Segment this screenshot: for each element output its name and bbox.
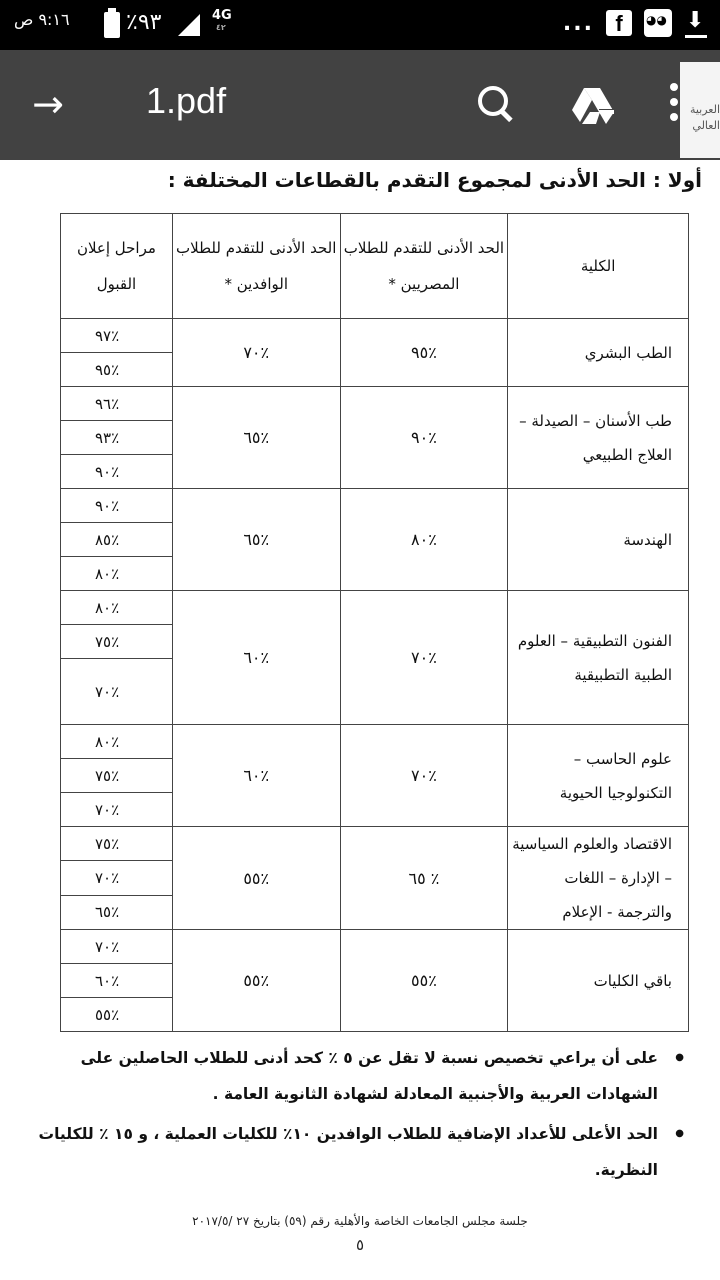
battery-icon — [104, 12, 120, 38]
faculty-cell: الطب البشري — [508, 319, 689, 387]
foreign-min-cell: ٪٦٠ — [172, 591, 340, 725]
foreign-min-cell: ٪٦٥ — [172, 489, 340, 591]
stage-cell: ٪٧٥ — [61, 759, 173, 793]
add-to-drive-icon[interactable] — [570, 84, 616, 126]
file-title: 1.pdf — [146, 80, 227, 121]
signal-icon — [178, 14, 200, 36]
stage-cell: ٪٧٠ — [61, 861, 173, 895]
back-arrow-icon[interactable]: → — [32, 82, 64, 126]
faculty-cell: طب الأسنان – الصيدلة – العلاج الطبيعي — [508, 387, 689, 489]
table-row — [61, 725, 689, 759]
egyptian-min-cell: ٪٨٠ — [340, 489, 508, 591]
foreign-min-cell: ٪٦٥ — [172, 387, 340, 489]
faculty-cell: علوم الحاسب – التكنولوجيا الحيوية — [508, 725, 689, 827]
table-row — [61, 591, 689, 625]
table-row — [61, 387, 689, 421]
faculty-cell: الفنون التطبيقية – العلوم الطبية التطبيقية — [508, 591, 689, 725]
download-icon — [684, 8, 708, 38]
foreign-min-cell: ٪٥٥ — [172, 930, 340, 1032]
header-faculty: الكلية — [508, 214, 689, 319]
stage-cell: ٪٩٧ — [61, 319, 173, 353]
section-heading: أولا : الحد الأدنى لمجموع التقدم بالقطاعات المختلفة : — [167, 168, 702, 192]
stage-cell: ٪٩٣ — [61, 421, 173, 455]
stage-cell: ٪٦٥ — [61, 895, 173, 929]
egyptian-min-cell: ٪ ٦٥ — [340, 827, 508, 930]
stage-cell: ٪٦٠ — [61, 964, 173, 998]
header-stages: مراحل إعلان القبول — [61, 214, 173, 319]
egyptian-min-cell: ٪٩٥ — [340, 319, 508, 387]
notes-list — [34, 1040, 684, 1192]
stage-cell: ٪٩٠ — [61, 489, 173, 523]
stage-cell: ٪٧٥ — [61, 625, 173, 659]
cat-icon — [644, 9, 672, 37]
adjacent-page-peek: العربية العالي — [680, 62, 720, 158]
table-row — [61, 930, 689, 964]
app-toolbar — [0, 50, 720, 160]
note-item: ● الحد الأعلى للأعداد الإضافية للطلاب الوافدين ١٠٪ للكليات العملية ، و ١٥ ٪ للكليات النظرية. — [34, 1116, 684, 1188]
stage-cell: ٪٩٥ — [61, 353, 173, 387]
header-egyptian: الحد الأدنى للتقدم للطلاب المصريين * — [340, 214, 508, 319]
table-header-row — [61, 214, 689, 319]
page-number: ٥ — [355, 1236, 365, 1254]
table-row — [61, 827, 689, 861]
search-icon[interactable] — [476, 84, 516, 124]
foreign-min-cell: ٪٦٠ — [172, 725, 340, 827]
stage-cell: ٪٧٠ — [61, 930, 173, 964]
stage-cell: ٪٧٥ — [61, 827, 173, 861]
stage-cell: ٪٨٠ — [61, 591, 173, 625]
stage-cell: ٪٥٥ — [61, 998, 173, 1032]
stage-cell: ٪٩٦ — [61, 387, 173, 421]
header-foreign: الحد الأدنى للتقدم للطلاب الوافدين * — [172, 214, 340, 319]
facebook-icon: f — [606, 10, 632, 36]
more-notifications: ... — [562, 10, 594, 36]
foreign-min-cell: ٪٥٥ — [172, 827, 340, 930]
table-row — [61, 489, 689, 523]
table-row — [61, 319, 689, 353]
egyptian-min-cell: ٪٧٠ — [340, 591, 508, 725]
network-sublabel: ٤٢ — [216, 23, 226, 32]
stage-cell: ٪٧٠ — [61, 793, 173, 827]
stage-cell: ٪٧٠ — [61, 659, 173, 725]
pdf-page[interactable] — [0, 160, 720, 1280]
page-footer: جلسة مجلس الجامعات الخاصة والأهلية رقم (٥٩) بتاريخ ٢٧ /٢٠١٧/٥ — [192, 1214, 528, 1228]
note-item: ● على أن يراعي تخصيص نسبة لا تقل عن ٥ ٪ كحد أدنى للطلاب الحاصلين على الشهادات العربية والأجنبية المعادلة لشهادة الثانوية العامة . — [34, 1040, 684, 1112]
faculty-cell: الهندسة — [508, 489, 689, 591]
stage-cell: ٪٨٠ — [61, 725, 173, 759]
notification-icons — [563, 8, 708, 38]
stage-cell: ٪٨٠ — [61, 557, 173, 591]
status-bar — [0, 0, 720, 50]
egyptian-min-cell: ٪٧٠ — [340, 725, 508, 827]
stage-cell: ٪٨٥ — [61, 523, 173, 557]
network-label: 4G — [212, 8, 232, 23]
foreign-min-cell: ٪٧٠ — [172, 319, 340, 387]
egyptian-min-cell: ٪٥٥ — [340, 930, 508, 1032]
stage-cell: ٪٩٠ — [61, 455, 173, 489]
admission-table — [60, 213, 689, 1032]
faculty-cell: الاقتصاد والعلوم السياسية – الإدارة – اللغات والترجمة - الإعلام — [508, 827, 689, 930]
battery-level: ٪٩٣ — [126, 10, 162, 35]
network-type — [212, 8, 232, 32]
clock: ٩:١٦ ص — [14, 10, 70, 29]
egyptian-min-cell: ٪٩٠ — [340, 387, 508, 489]
faculty-cell: باقي الكليات — [508, 930, 689, 1032]
